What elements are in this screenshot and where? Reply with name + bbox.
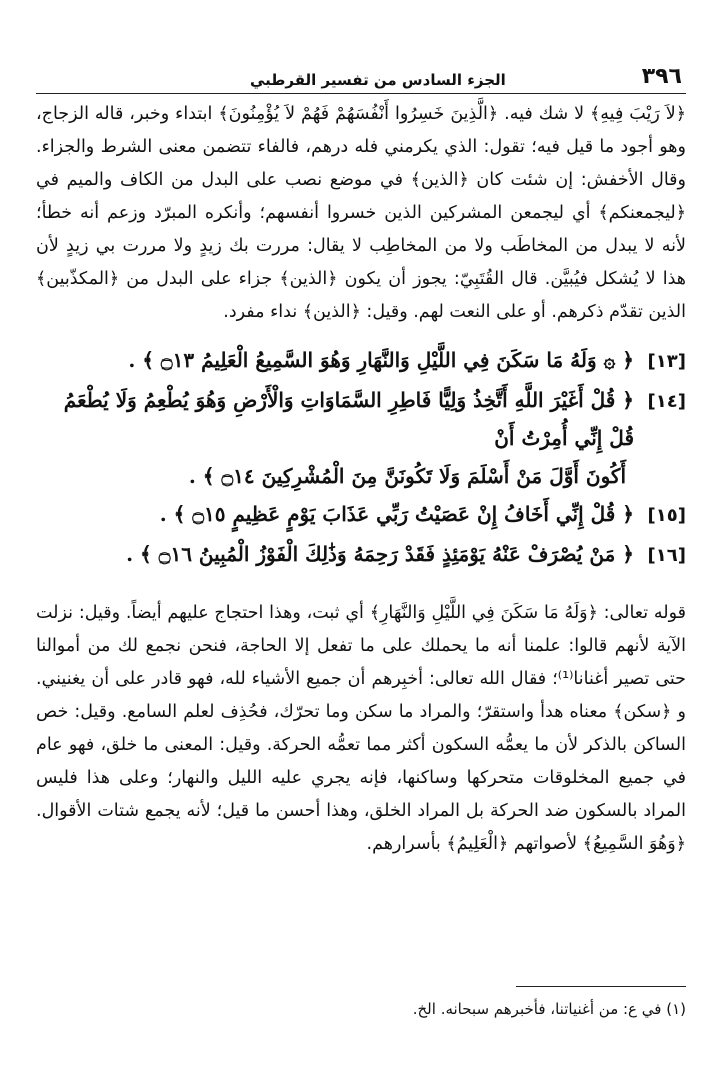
footnote: (١) في ع: من أغنياتنا، فأخبرهم سبحانه. الخ.	[412, 1000, 686, 1018]
commentary-paragraph: قوله تعالى: ﴿وَلَهُ مَا سَكَنَ فِي اللَّيْلِ وَالنَّهَارِ﴾ أي ثبت، وهذا احتجاج عليهم أيضاً. وقيل: نزلت الآية لأنهم قالوا: علمنا أنه ما يحملك على ما تفعل إلا الحاجة، فنحن نجمع لك من أموالنا حتى تصير أغنانا⁽¹⁾؛ فقال الله تعالى: أخبِرهم أن جميع الأشياء لله، فهو قادر على أن يغنيني. و ﴿سكن﴾ معناه هدأ واستقرّ؛ والمراد ما سكن وما تحرّك، فحُذِف لعلم السامع. وقيل: خص الساكن بالذكر لأن ما يعمُّه السكون أكثر مما تعمُّه الحركة. وقيل: المعنى ما خلق، فهو عام في جميع المخلوقات متحركها وساكنها، فإنه يجري عليه الليل والنهار؛ وعلى هذا فليس المراد بالسكون ضد الحركة بل المراد الخلق، وهذا أحسن ما قيل؛ لأنه يجمع شتات الأقوال. ﴿وَهُوَ السَّمِيعُ﴾ لأصواتهم ﴿الْعَلِيمُ﴾ بأسرارهم.	[36, 603, 687, 854]
footnote-divider	[516, 986, 686, 987]
running-title: الجزء السادس من تفسير القرطبي	[250, 71, 506, 89]
opening-paragraph: ﴿لاَ رَيْبَ فِيهِ﴾ لا شك فيه. ﴿الَّذِينَ خَسِرُوا أَنْفُسَهُمْ فَهُمْ لاَ يُؤْمِنُونَ﴾ ابتداء وخبر، قاله الزجاج، وهو أجود ما قيل فيه؛ تقول: الذي يكرمني فله درهم، فالفاء تتضمن معنى الشرط والجزاء. وقال الأخفش: إن شئت كان ﴿الذين﴾ في موضع نصب على البدل من الكاف والميم في ﴿ليجمعنكم﴾ أي ليجمعن المشركين الذين خسروا أنفسهم؛ وأنكره المبرّد وزعم أنه خطأ؛ لأنه لا يبدل من المخاطَب ولا من المخاطِب لا يقال: مررت بك زيدٍ ولا مررت بي زيدٍ لأن هذا لا يُشكل فيُبيَّن. قال القُتَبِيّ: يجوز أن يكون ﴿الذين﴾ جزاء على البدل من ﴿المكذّبين﴾ الذين تقدّم ذكرهم. أو على النعت لهم. وقيل: ﴿الذين﴾ نداء مفرد.	[36, 104, 686, 322]
verse-14	[36, 381, 686, 457]
page-number: ٣٩٦	[641, 64, 682, 89]
verses-block	[36, 341, 686, 575]
verse-text: ﴿ مَنْ يُصْرَفْ عَنْهُ يَوْمَئِذٍ فَقَدْ رَحِمَهُ وَذَٰلِكَ الْفَوْزُ الْمُبِينُ ۝١٦ ﴾ .	[126, 542, 634, 566]
verse-15	[36, 495, 686, 535]
verse-number: [١٤]	[647, 391, 686, 412]
verse-text: ﴿ قُلْ أَغَيْرَ اللَّهِ أَتَّخِذُ وَلِيًّا فَاطِرِ السَّمَاوَاتِ وَالْأَرْضِ وَهُوَ يُطْعِمُ وَلَا يُطْعَمُ قُلْ إِنِّي أُمِرْتُ أَنْ	[63, 388, 634, 450]
verse-number: [١٥]	[647, 505, 686, 526]
verse-14-continuation: أَكُونَ أَوَّلَ مَنْ أَسْلَمَ وَلَا تَكُونَنَّ مِنَ الْمُشْرِكِينَ ۝١٤ ﴾ .	[188, 464, 626, 488]
document-page	[36, 58, 686, 1068]
page-header	[36, 58, 686, 94]
verse-text: ﴿ ۞ وَلَهُ مَا سَكَنَ فِي اللَّيْلِ وَالنَّهَارِ وَهُوَ السَّمِيعُ الْعَلِيمُ ۝١٣ ﴾ .	[128, 348, 634, 372]
verse-16	[36, 535, 686, 575]
verse-13	[36, 341, 686, 381]
verse-number: [١٣]	[647, 351, 686, 372]
verse-number: [١٦]	[647, 545, 686, 566]
verse-text: ﴿ قُلْ إِنِّي أَخَافُ إِنْ عَصَيْتُ رَبِّي عَذَابَ يَوْمٍ عَظِيمٍ ۝١٥ ﴾ .	[159, 502, 634, 526]
